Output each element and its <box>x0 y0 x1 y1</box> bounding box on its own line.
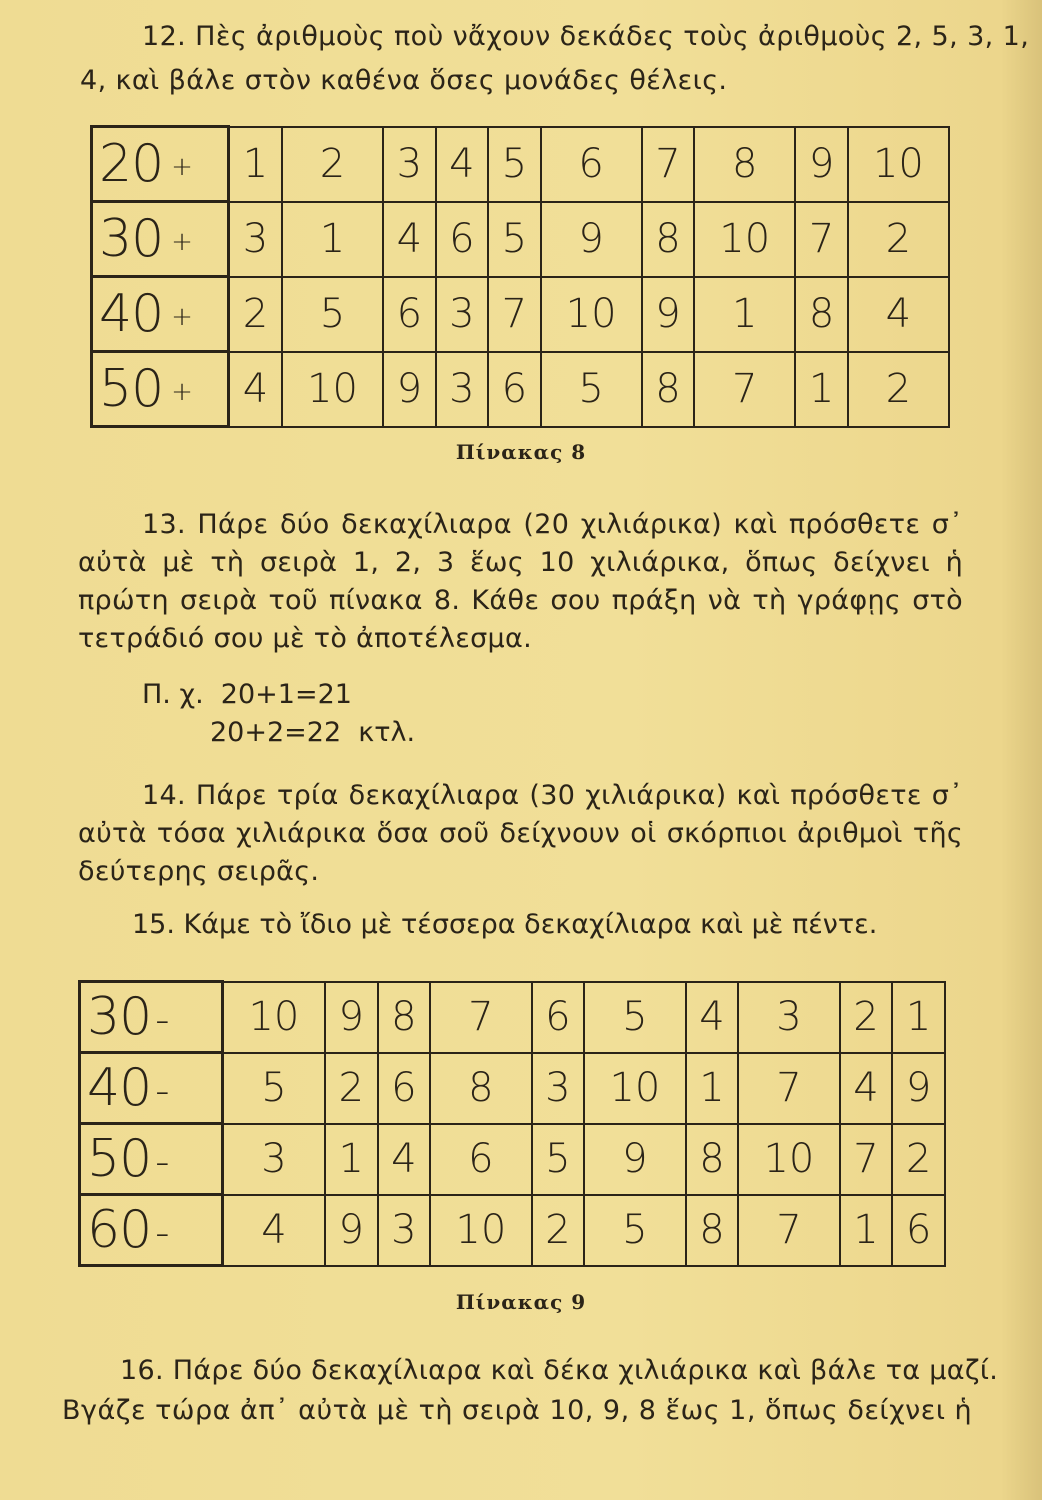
table-cell: 9 <box>383 352 435 427</box>
row-head-tens <box>80 1124 223 1195</box>
table-8-caption: Πίνακας 8 <box>455 440 587 464</box>
table-9-caption: Πίνακας 9 <box>455 1290 587 1314</box>
table-cell: 3 <box>223 1124 325 1195</box>
operator-sign: + <box>171 302 192 332</box>
table-cell: 4 <box>383 202 435 277</box>
table-cell: 8 <box>642 202 694 277</box>
table-cell: 1 <box>795 352 847 427</box>
operator-sign: - <box>155 1068 169 1114</box>
table-cell: 7 <box>430 982 531 1053</box>
table-cell: 10 <box>282 352 383 427</box>
table-cell: 9 <box>892 1053 945 1124</box>
row-head-number: 40 <box>99 284 164 344</box>
table-cell: 8 <box>686 1195 739 1266</box>
table-cell: 4 <box>840 1053 893 1124</box>
table-cell: 6 <box>383 277 435 352</box>
table-cell: 1 <box>325 1124 378 1195</box>
exercise-13-example-1: Π. χ. 20+1=21 <box>142 679 352 710</box>
table-cell: 3 <box>738 982 839 1053</box>
table-cell: 5 <box>282 277 383 352</box>
table-cell: 1 <box>282 202 383 277</box>
row-head-number: 50 <box>87 1129 152 1189</box>
table-cell: 3 <box>229 202 282 277</box>
row-head-number: 60 <box>87 1200 152 1260</box>
table-row <box>80 1124 946 1195</box>
table-cell: 2 <box>532 1195 585 1266</box>
table-cell: 10 <box>738 1124 839 1195</box>
table-cell: 4 <box>229 352 282 427</box>
table-cell: 3 <box>378 1195 431 1266</box>
row-head-tens <box>80 1053 223 1124</box>
table-cell: 1 <box>229 127 282 202</box>
table-cell: 9 <box>584 1124 685 1195</box>
table-cell: 9 <box>325 1195 378 1266</box>
table-cell: 7 <box>738 1195 839 1266</box>
table-cell: 2 <box>848 352 949 427</box>
table-cell: 6 <box>436 202 488 277</box>
operator-sign: - <box>155 1210 169 1256</box>
table-cell: 1 <box>892 982 945 1053</box>
table-cell: 8 <box>642 352 694 427</box>
operator-sign: + <box>171 227 192 257</box>
operator-sign: - <box>155 997 169 1043</box>
table-row <box>92 277 950 352</box>
table-cell: 8 <box>378 982 431 1053</box>
row-head-tens <box>92 127 229 202</box>
table-cell: 10 <box>848 127 949 202</box>
table-row <box>92 202 950 277</box>
table-cell: 1 <box>694 277 795 352</box>
table-cell: 9 <box>325 982 378 1053</box>
table-cell: 10 <box>223 982 325 1053</box>
row-head-number: 50 <box>99 359 164 419</box>
row-head-tens <box>80 1195 223 1266</box>
table-cell: 4 <box>223 1195 325 1266</box>
exercise-14-text: 14. Πάρε τρία δεκαχίλιαρα (30 χιλιάρικα) καὶ πρόσθετε σ᾽ αὐτὰ τόσα χιλιάρικα ὅσα σοῦ δείχνουν οἱ σκόρπιοι ἀριθμοὶ τῆς δεύτερης σειρᾶς. <box>78 780 963 887</box>
table-cell: 4 <box>436 127 488 202</box>
table-cell: 3 <box>532 1053 585 1124</box>
table-cell: 9 <box>642 277 694 352</box>
table-cell: 10 <box>541 277 642 352</box>
row-head-tens <box>92 277 229 352</box>
table-cell: 7 <box>488 277 540 352</box>
table-cell: 2 <box>892 1124 945 1195</box>
exercise-15-text: 15. Κάμε τὸ ἴδιο μὲ τέσσερα δεκαχίλιαρα καὶ μὲ πέντε. <box>132 909 878 940</box>
table-cell: 3 <box>436 352 488 427</box>
table-cell: 2 <box>282 127 383 202</box>
row-head-tens <box>80 982 223 1053</box>
table-cell: 3 <box>383 127 435 202</box>
row-head-number: 20 <box>99 134 164 194</box>
table-row <box>80 982 946 1053</box>
table-row <box>92 127 950 202</box>
row-head-number: 40 <box>87 1058 152 1118</box>
table-cell: 6 <box>892 1195 945 1266</box>
table-cell: 5 <box>532 1124 585 1195</box>
table-cell: 1 <box>840 1195 893 1266</box>
table-cell: 5 <box>584 1195 685 1266</box>
exercise-16-line-1: 16. Πάρε δύο δεκαχίλιαρα καὶ δέκα χιλιάρικα καὶ βάλε τα μαζί. <box>120 1355 999 1386</box>
operator-sign: + <box>171 152 192 182</box>
operator-sign: - <box>155 1139 169 1185</box>
table-cell: 9 <box>541 202 642 277</box>
table-row <box>80 1195 946 1266</box>
table-cell: 2 <box>325 1053 378 1124</box>
table-cell: 10 <box>430 1195 531 1266</box>
table-cell: 7 <box>642 127 694 202</box>
table-9 <box>78 980 946 1267</box>
table-row <box>92 352 950 427</box>
table-cell: 7 <box>694 352 795 427</box>
table-cell: 6 <box>488 352 540 427</box>
table-cell: 4 <box>686 982 739 1053</box>
table-cell: 3 <box>436 277 488 352</box>
table-cell: 8 <box>686 1124 739 1195</box>
row-head-number: 30 <box>87 987 152 1047</box>
table-cell: 5 <box>488 202 540 277</box>
table-cell: 5 <box>223 1053 325 1124</box>
exercise-13-example-2: 20+2=22 κτλ. <box>210 717 416 748</box>
table-cell: 4 <box>378 1124 431 1195</box>
operator-sign: + <box>171 377 192 407</box>
table-cell: 8 <box>694 127 795 202</box>
table-cell: 7 <box>795 202 847 277</box>
table-8 <box>90 125 950 428</box>
table-cell: 10 <box>694 202 795 277</box>
row-head-tens <box>92 352 229 427</box>
table-cell: 5 <box>541 352 642 427</box>
table-cell: 5 <box>488 127 540 202</box>
table-cell: 6 <box>532 982 585 1053</box>
exercise-16-line-2: Βγάζε τώρα ἀπ᾽ αὐτὰ μὲ τὴ σειρὰ 10, 9, 8 ἕως 1, ὅπως δείχνει ἡ <box>62 1395 973 1426</box>
table-cell: 6 <box>378 1053 431 1124</box>
table-cell: 6 <box>430 1124 531 1195</box>
row-head-tens <box>92 202 229 277</box>
exercise-12-line-2: 4, καὶ βάλε στὸν καθένα ὅσες μονάδες θέλεις. <box>80 65 728 96</box>
row-head-number: 30 <box>99 209 164 269</box>
exercise-13-text: 13. Πάρε δύο δεκαχίλιαρα (20 χιλιάρικα) καὶ πρόσθετε σ᾽ αὐτὰ μὲ τὴ σειρὰ 1, 2, 3 ἕως 10 χιλιάρικα, ὅπως δείχνει ἡ πρώτη σειρὰ τοῦ πίνακα 8. Κάθε σου πράξη νὰ τὴ γράφῃς στὸ τετράδιό σου μὲ τὸ ἀποτέλεσμα. <box>78 509 963 654</box>
table-cell: 8 <box>795 277 847 352</box>
table-cell: 2 <box>840 982 893 1053</box>
table-cell: 6 <box>541 127 642 202</box>
exercise-12-line-1: 12. Πὲς ἀριθμοὺς ποὺ νἄχουν δεκάδες τοὺς ἀριθμοὺς 2, 5, 3, 1, <box>142 21 1030 52</box>
table-cell: 2 <box>229 277 282 352</box>
table-cell: 2 <box>848 202 949 277</box>
table-row <box>80 1053 946 1124</box>
table-cell: 10 <box>584 1053 685 1124</box>
table-cell: 8 <box>430 1053 531 1124</box>
table-cell: 9 <box>795 127 847 202</box>
table-cell: 4 <box>848 277 949 352</box>
table-cell: 1 <box>686 1053 739 1124</box>
table-cell: 7 <box>738 1053 839 1124</box>
table-cell: 7 <box>840 1124 893 1195</box>
table-cell: 5 <box>584 982 685 1053</box>
